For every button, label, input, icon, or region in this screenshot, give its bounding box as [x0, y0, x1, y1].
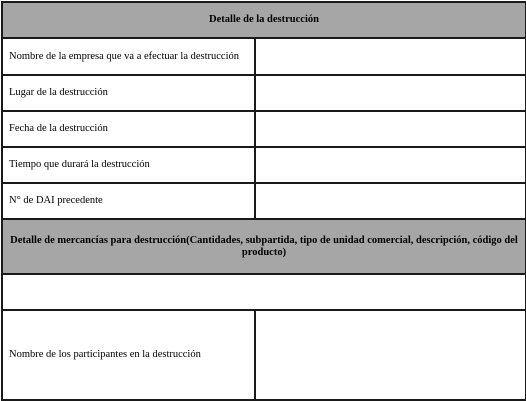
table-row — [2, 183, 526, 219]
table-row — [2, 111, 526, 147]
table-row — [2, 310, 526, 400]
section-header: Detalle de la destrucción — [2, 2, 526, 38]
destruction-place-field[interactable] — [255, 75, 526, 111]
destruction-date-label: Fecha de la destrucción — [2, 111, 255, 147]
goods-detail-header: Detalle de mercancías para destrucción(Cantidades, subpartida, tipo de unidad comercial, descripción, código del producto) — [2, 219, 526, 274]
table-row — [2, 38, 526, 75]
company-name-field[interactable] — [255, 38, 526, 75]
table-row — [2, 147, 526, 183]
dai-number-field[interactable] — [255, 183, 526, 219]
participants-field[interactable] — [255, 310, 526, 400]
destruction-detail-table — [1, 1, 526, 401]
destruction-duration-field[interactable] — [255, 147, 526, 183]
dai-number-label: N° de DAI precedente — [2, 183, 255, 219]
participants-label: Nombre de los participantes en la destrucción — [2, 310, 255, 400]
destruction-place-label: Lugar de la destrucción — [2, 75, 255, 111]
goods-detail-field[interactable] — [2, 274, 526, 310]
company-name-label: Nombre de la empresa que va a efectuar la destrucción — [2, 38, 255, 75]
destruction-date-field[interactable] — [255, 111, 526, 147]
destruction-duration-label: Tiempo que durará la destrucción — [2, 147, 255, 183]
table-row — [2, 75, 526, 111]
